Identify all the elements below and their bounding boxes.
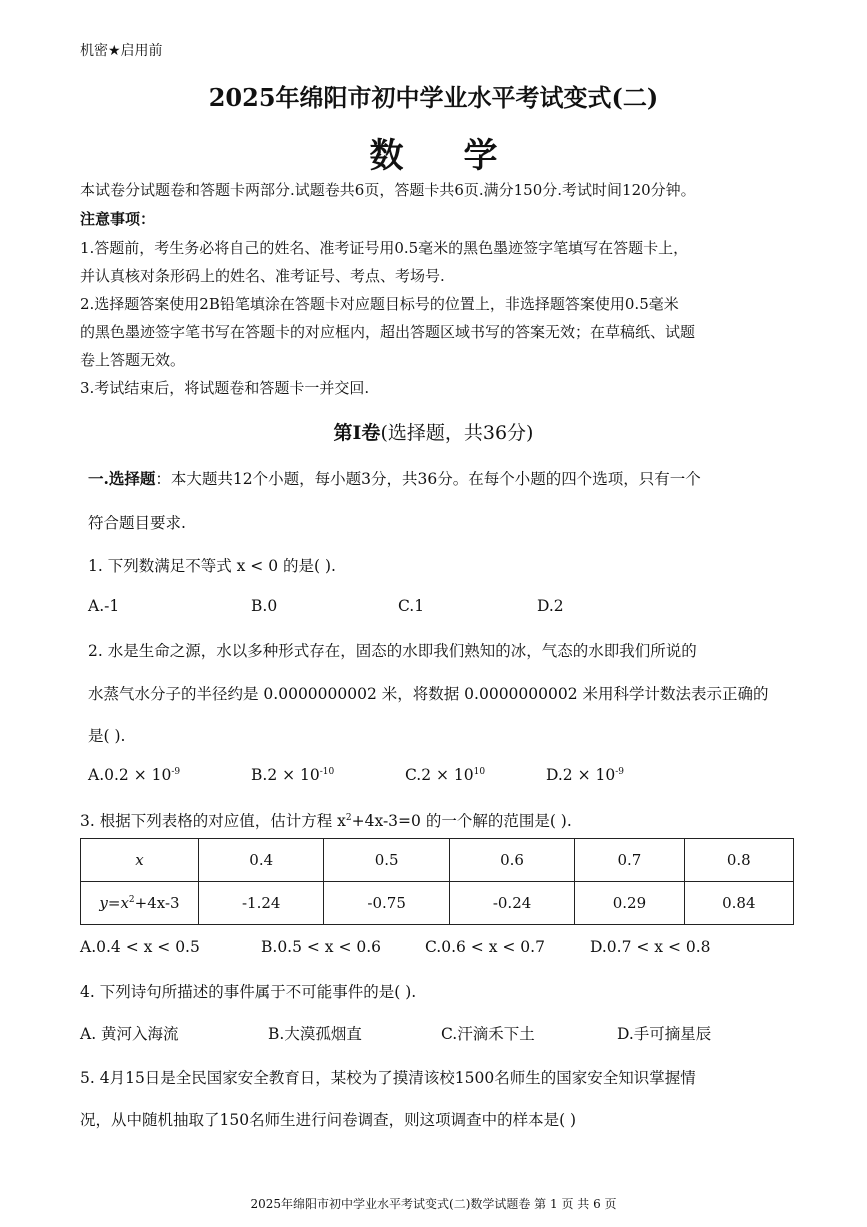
table-header-cell: $y=x^2+4x-3$ <box>81 882 199 925</box>
table-cell: -1.24 <box>199 882 324 925</box>
notice-item-1-cont: 并认真核对条形码上的姓名、准考证号、考点、考场号. <box>80 267 445 285</box>
q3-option-c: C.0.6 < x < 0.7 <box>425 938 545 956</box>
section-volume: 第Ⅰ卷 <box>333 422 381 444</box>
table-cell: -0.75 <box>324 882 449 925</box>
q1-option-a: A.-1 <box>88 597 120 615</box>
table-cell: 0.84 <box>684 882 793 925</box>
table-header-cell: x <box>81 839 199 882</box>
q4-option-a: A. 黄河入海流 <box>80 1025 179 1043</box>
q4-option-c: C.汗滴禾下土 <box>441 1025 535 1043</box>
part1-desc-line1: ：本大题共12个小题，每小题3分，共36分。在每个小题的四个选项，只有一个 <box>155 470 701 488</box>
question-5-line1: 5. 4月15日是全民国家安全教育日，某校为了摸清该校1500名师生的国家安全知识掌握情 <box>80 1069 696 1087</box>
intro-text: 本试卷分试题卷和答题卡两部分.试题卷共6页，答题卡共6页.满分150分.考试时间120分钟。 <box>80 181 696 199</box>
table-cell: 0.8 <box>684 839 793 882</box>
notice-item-2: 2.选择题答案使用2B铅笔填涂在答题卡对应题目标号的位置上，非选择题答案使用0.5毫米 <box>80 295 679 313</box>
q1-option-d: D.2 <box>537 597 564 615</box>
section-heading <box>0 418 867 445</box>
exam-title: 2025年绵阳市初中学业水平考试变式(二) <box>208 83 659 112</box>
q1-option-c: C.1 <box>398 597 425 615</box>
table-cell: 0.6 <box>449 839 574 882</box>
q3-option-b: B.0.5 < x < 0.6 <box>261 938 382 956</box>
part1-description <box>88 467 701 489</box>
table-row <box>81 839 794 882</box>
q3-option-d: D.0.7 < x < 0.8 <box>590 938 711 956</box>
table-cell: 0.5 <box>324 839 449 882</box>
q2-option-c: $C.2 \times 10^{10}$ <box>405 766 486 784</box>
question-2-line1: 2. 水是生命之源，水以多种形式存在，固态的水即我们熟知的冰，气态的水即我们所说的 <box>88 642 697 660</box>
notice-item-2-cont: 的黑色墨迹签字笔书写在答题卡的对应框内，超出答题区域书写的答案无效；在草稿纸、试题 <box>80 323 696 341</box>
part1-desc-line2: 符合题目要求. <box>88 514 186 532</box>
table-cell: 0.29 <box>575 882 684 925</box>
notice-heading: 注意事项： <box>80 210 156 228</box>
question-4-stem: 4. 下列诗句所描述的事件属于不可能事件的是( ). <box>80 983 417 1001</box>
q2-option-b: $B.2 \times 10^{-10}$ <box>251 766 335 784</box>
notice-item-1: 1.答题前，考生务必将自己的姓名、准考证号用0.5毫米的黑色墨迹签字笔填写在答题卡上， <box>80 239 689 257</box>
q2-option-d: $D.2 \times 10^{-9}$ <box>546 766 625 784</box>
question-2-line2: 水蒸气水分子的半径约是 0.0000000002 米，将数据 0.0000000002 米用科学计数法表示正确的 <box>88 685 769 703</box>
table-cell: -0.24 <box>449 882 574 925</box>
section-desc: (选择题，共36分) <box>380 422 534 444</box>
question-1-stem: 1. 下列数满足不等式 x < 0 的是( ). <box>88 557 336 575</box>
q4-option-b: B.大漠孤烟直 <box>268 1025 362 1043</box>
table-cell: 0.7 <box>575 839 684 882</box>
question-2-line3: 是( ). <box>88 727 126 745</box>
table-cell: 0.4 <box>199 839 324 882</box>
question-5-line2: 况，从中随机抽取了150名师生进行问卷调查，则这项调查中的样本是( ) <box>80 1111 577 1129</box>
confidential-label: 机密★启用前 <box>80 43 163 59</box>
table-row <box>81 882 794 925</box>
q4-option-d: D.手可摘星辰 <box>617 1025 712 1043</box>
notice-item-2-end: 卷上答题无效。 <box>80 351 186 369</box>
q3-option-a: A.0.4 < x < 0.5 <box>80 938 200 956</box>
notice-item-3: 3.考试结束后，将试题卷和答题卡一并交回. <box>80 379 370 397</box>
page-footer: 2025年绵阳市初中学业水平考试变式(二)数学试题卷 第 1 页 共 6 页 <box>250 1197 617 1211</box>
part1-heading: 一.选择题 <box>88 469 156 488</box>
q1-option-b: B.0 <box>251 597 278 615</box>
question-3-stem: 3. 根据下列表格的对应值，估计方程 $x^2+4x-3=0$ 的一个解的范围是( ). <box>80 812 572 830</box>
value-table <box>80 838 794 925</box>
subject-title: 数学 <box>369 136 558 176</box>
q2-option-a: $A.0.2 \times 10^{-9}$ <box>88 766 181 784</box>
